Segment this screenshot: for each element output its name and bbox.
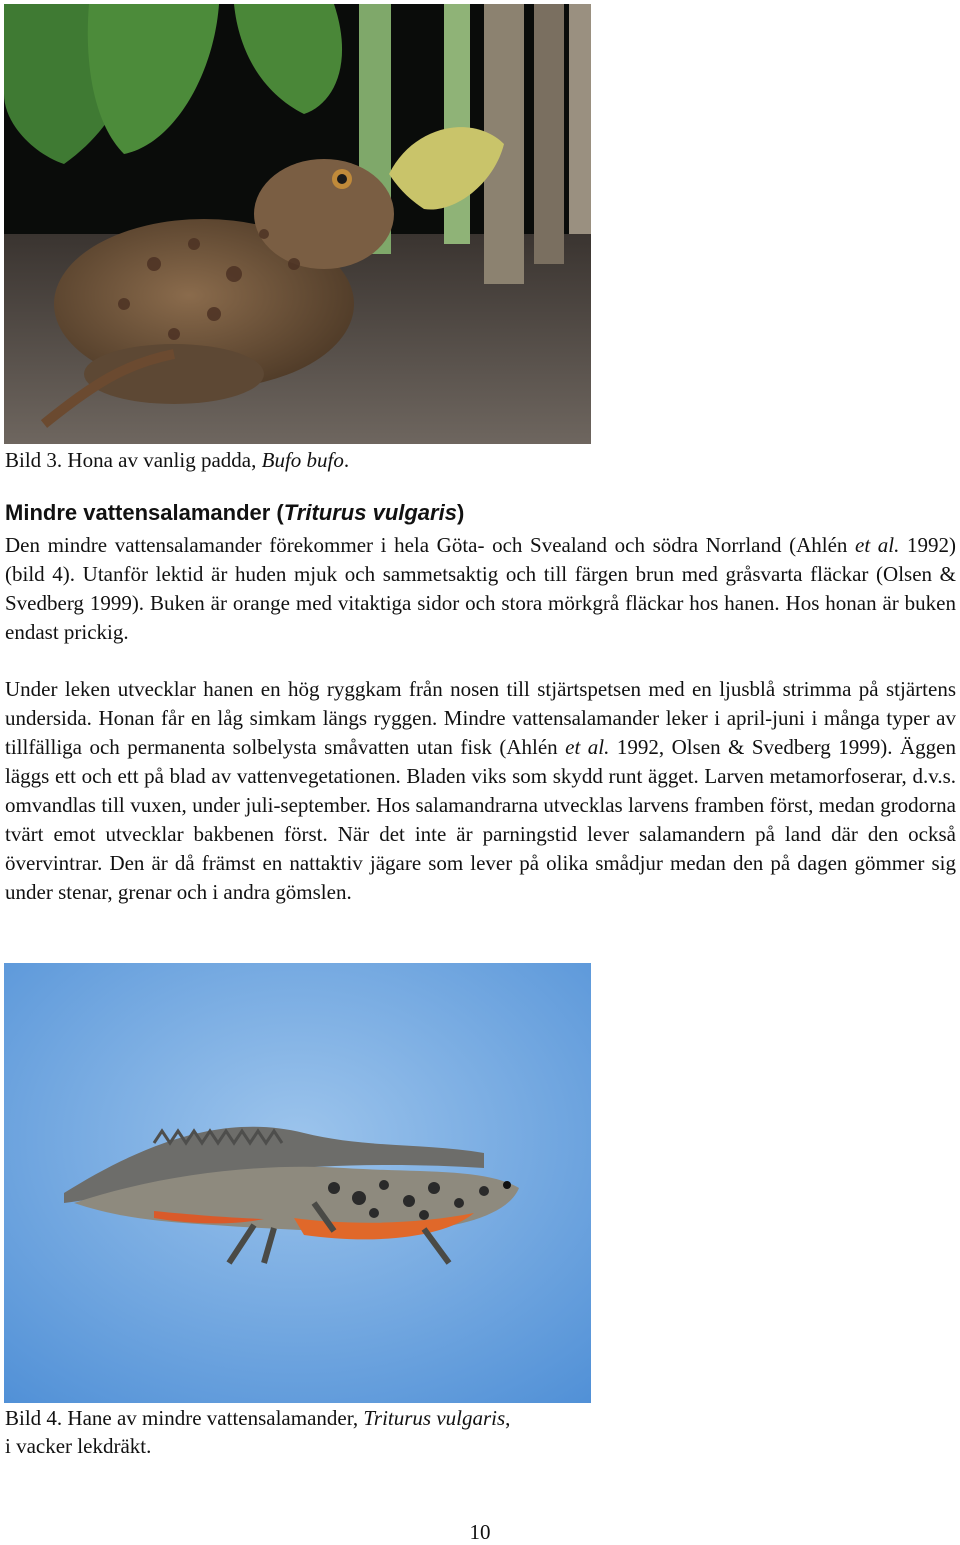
heading-latin-name: Triturus vulgaris bbox=[283, 500, 457, 525]
caption-species: Bufo bufo bbox=[261, 448, 344, 472]
photo-caption-bild-4 bbox=[5, 1404, 510, 1460]
paragraph-description bbox=[5, 531, 956, 647]
paragraph-text: Under leken utvecklar hanen en hög ryggkam från nosen till stjärtspetsen med en ljusblå strimma på stjärtens undersida. Honan får en låg simkam längs ryggen. Mindre vattensalamander leker i april-juni i många typer av tillfälliga och permanenta solbelysta småvatten utan fisk (Ahlén bbox=[5, 677, 956, 759]
heading-common-name: Mindre vattensalamander ( bbox=[5, 500, 284, 525]
caption-punctuation: , bbox=[505, 1406, 511, 1430]
paragraph-reproduction bbox=[5, 675, 956, 907]
toad-illustration bbox=[4, 4, 591, 444]
caption-punctuation: . bbox=[343, 448, 350, 472]
caption-text-line2: i vacker lekdräkt. bbox=[5, 1434, 152, 1458]
photo-caption-bild-3 bbox=[5, 446, 349, 474]
paragraph-text: Den mindre vattensalamander förekommer i hela Göta- och Svealand och södra Norrland (Ahlén bbox=[5, 533, 856, 557]
paragraph-text: 1992) (bild 4). Utanför lektid är huden mjuk och sammetsaktig och till färgen brun med gråsvarta fläckar (Olsen & Svedberg 1999). Buken är orange med vitaktiga sidor och stora mörkgrå fläckar hos hanen. Hos honan är buken endast prickig. bbox=[5, 533, 956, 644]
newt-illustration bbox=[4, 963, 591, 1403]
caption-text: Bild 4. Hane av mindre vattensalamander, bbox=[5, 1406, 364, 1430]
caption-text: Bild 3. Hona av vanlig padda, bbox=[5, 448, 262, 472]
citation-et-al: et al. bbox=[565, 735, 610, 759]
photo-toad bbox=[4, 4, 591, 444]
heading-close-paren: ) bbox=[456, 500, 465, 525]
photo-newt bbox=[4, 963, 591, 1403]
section-heading bbox=[5, 498, 464, 528]
citation-et-al: et al. bbox=[855, 533, 900, 557]
page-number: 10 bbox=[469, 1520, 491, 1544]
caption-species: Triturus vulgaris bbox=[363, 1406, 506, 1430]
paragraph-text: 1992, Olsen & Svedberg 1999). Äggen läggs ett och ett på blad av vattenvegetationen. Bladen viks som skydd runt ägget. Larven metamorfoserar, d.v.s. omvandlas till vuxen, under juli-september. Hos salamandrarna utvecklas larvens framben först, medan grodorna tvärt emot utvecklar bakbenen först. När det inte är parningstid lever salamandern på land där den också övervintrar. Den är då främst en nattaktiv jägare som lever på olika smådjur medan den på dagen gömmer sig under stenar, grenar och i andra gömslen. bbox=[5, 735, 956, 904]
